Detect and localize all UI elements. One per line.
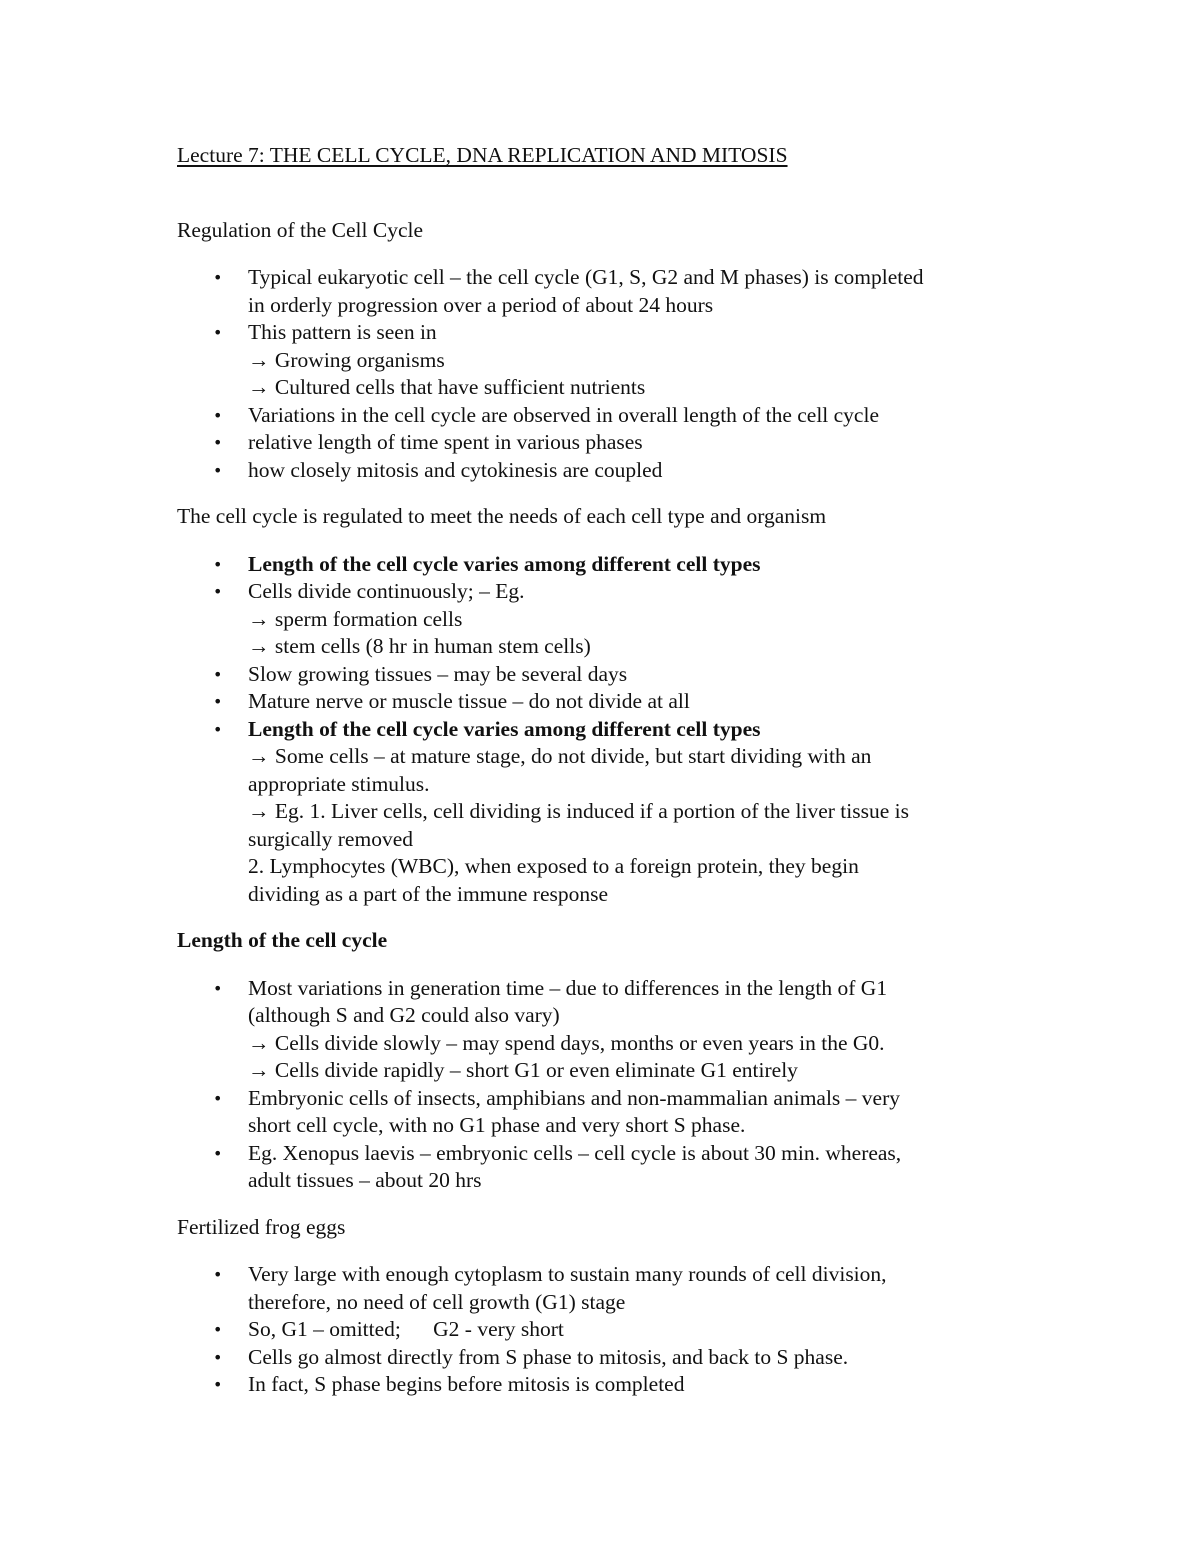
bullet-icon: • xyxy=(213,978,223,998)
list-item xyxy=(177,1371,1057,1399)
list-item xyxy=(177,429,1057,457)
list-item-text: Mature nerve or muscle tissue – do not divide at all xyxy=(248,689,690,713)
list-item-text: 2. Lymphocytes (WBC), when exposed to a foreign protein, they begin xyxy=(248,854,859,878)
list-item-text: (although S and G2 could also vary) xyxy=(248,1003,560,1027)
list-item-text: Most variations in generation time – due to differences in the length of G1 xyxy=(248,975,888,1000)
list-item xyxy=(177,551,1057,579)
list-item-text: Typical eukaryotic cell – the cell cycle (G1, S, G2 and M phases) is completed xyxy=(248,265,924,289)
list-item-subpoint: → Growing organisms xyxy=(248,347,445,372)
bullet-icon: • xyxy=(213,1088,223,1108)
bullet-icon: • xyxy=(213,1265,223,1284)
list-item xyxy=(177,1085,1057,1140)
bullet-icon: • xyxy=(213,1347,223,1367)
bullet-icon: • xyxy=(213,664,223,684)
bullet-icon: • xyxy=(213,582,223,601)
section-heading-frog-eggs: Fertilized frog eggs xyxy=(177,1214,346,1239)
list-item-text: Cells go almost directly from S phase to mitosis, and back to S phase. xyxy=(248,1344,849,1369)
list-item-subpoint: → Eg. 1. Liver cells, cell dividing is induced if a portion of the liver tissue is xyxy=(248,799,909,823)
list-item-text: dividing as a part of the immune response xyxy=(248,881,609,906)
bullet-icon: • xyxy=(213,268,223,287)
bullet-icon: • xyxy=(213,1143,223,1163)
list-item-text: Slow growing tissues – may be several days xyxy=(248,661,628,686)
list-item-text: adult tissues – about 20 hrs xyxy=(248,1168,482,1192)
list-item xyxy=(177,1316,1057,1344)
bullet-icon: • xyxy=(213,460,223,480)
list-item xyxy=(177,402,1057,430)
list-item xyxy=(177,457,1057,485)
bullet-list-regulated-needs xyxy=(177,551,1057,909)
list-item xyxy=(177,578,1057,661)
list-item xyxy=(177,1344,1057,1372)
bullet-list-length xyxy=(177,975,1057,1195)
list-item xyxy=(177,661,1057,689)
bullet-list-regulation xyxy=(177,264,1057,484)
bullet-icon: • xyxy=(213,1375,223,1394)
list-item-text: Length of the cell cycle varies among different cell types xyxy=(248,716,761,741)
list-item-text: relative length of time spent in various phases xyxy=(248,430,643,454)
list-item-text: Embryonic cells of insects, amphibians and non-mammalian animals – very xyxy=(248,1085,901,1110)
list-item-subpoint: → Some cells – at mature stage, do not divide, but start dividing with an xyxy=(248,744,872,768)
list-item-subpoint: → stem cells (8 hr in human stem cells) xyxy=(248,634,591,658)
list-item-text: Variations in the cell cycle are observed in overall length of the cell cycle xyxy=(248,402,879,427)
bullet-icon: • xyxy=(213,554,223,574)
section-heading-regulated-needs: The cell cycle is regulated to meet the needs of each cell type and organism xyxy=(177,504,827,528)
list-item-text: So, G1 – omitted; G2 - very short xyxy=(248,1317,564,1341)
list-item xyxy=(177,975,1057,1085)
list-item-text: This pattern is seen in xyxy=(248,320,437,344)
bullet-list-frog-eggs xyxy=(177,1261,1057,1399)
document-page xyxy=(177,142,1057,1418)
list-item-text: how closely mitosis and cytokinesis are coupled xyxy=(248,457,663,482)
list-item-text: Eg. Xenopus laevis – embryonic cells – cell cycle is about 30 min. whereas, xyxy=(248,1140,902,1165)
list-item-text: surgically removed xyxy=(248,826,413,851)
list-item-subpoint: → sperm formation cells xyxy=(248,606,463,631)
list-item-text: therefore, no need of cell growth (G1) stage xyxy=(248,1289,626,1314)
list-item-text: appropriate stimulus. xyxy=(248,771,430,796)
list-item xyxy=(177,1140,1057,1195)
bullet-icon: • xyxy=(213,1320,223,1339)
page-title: Lecture 7: THE CELL CYCLE, DNA REPLICATION AND MITOSIS xyxy=(177,143,788,167)
list-item xyxy=(177,688,1057,716)
bullet-icon: • xyxy=(213,719,223,739)
bullet-icon: • xyxy=(213,433,223,452)
list-item-text: Length of the cell cycle varies among different cell types xyxy=(248,551,761,576)
list-item xyxy=(177,264,1057,319)
list-item xyxy=(177,716,1057,909)
list-item xyxy=(177,319,1057,402)
bullet-icon: • xyxy=(213,323,223,342)
list-item-subpoint: → Cells divide rapidly – short G1 or even eliminate G1 entirely xyxy=(248,1058,798,1082)
list-item-text: in orderly progression over a period of about 24 hours xyxy=(248,292,714,317)
list-item-text: short cell cycle, with no G1 phase and very short S phase. xyxy=(248,1113,746,1137)
list-item-text: Cells divide continuously; – Eg. xyxy=(248,579,525,603)
list-item-text: Very large with enough cytoplasm to sustain many rounds of cell division, xyxy=(248,1262,887,1286)
bullet-icon: • xyxy=(213,405,223,425)
list-item-text: In fact, S phase begins before mitosis is completed xyxy=(248,1372,685,1396)
list-item xyxy=(177,1261,1057,1316)
bullet-icon: • xyxy=(213,692,223,711)
list-item-subpoint: → Cultured cells that have sufficient nutrients xyxy=(248,375,646,399)
section-heading-regulation: Regulation of the Cell Cycle xyxy=(177,217,424,242)
list-item-subpoint: → Cells divide slowly – may spend days, months or even years in the G0. xyxy=(248,1030,885,1055)
section-heading-length: Length of the cell cycle xyxy=(177,928,388,952)
